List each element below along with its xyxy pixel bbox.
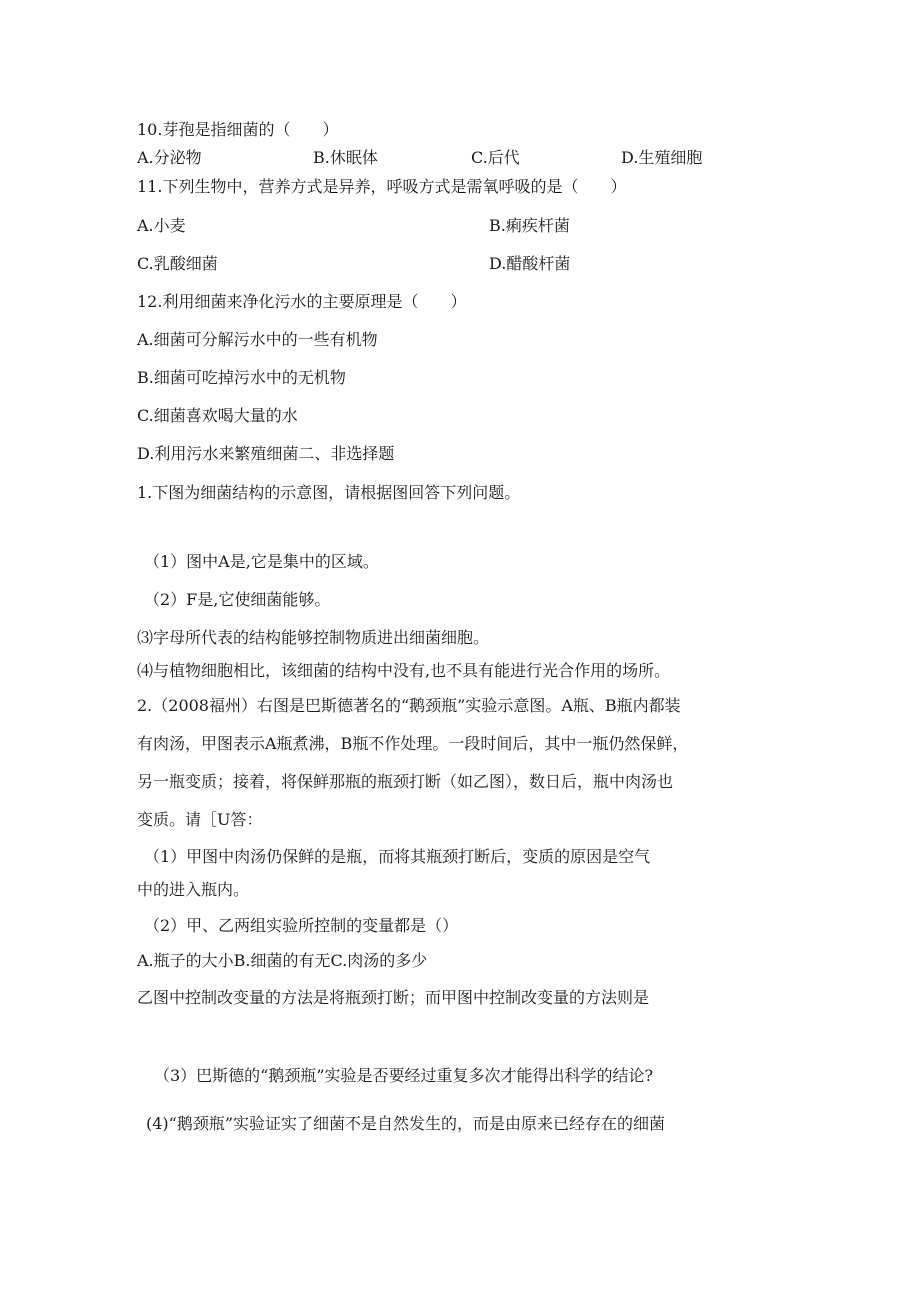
q11-option-a: A.小麦 <box>137 216 186 235</box>
p2-q2-sub2-extra: 乙图中控制改变量的方法是将瓶颈打断；而甲图中控制改变量的方法则是 <box>137 988 650 1007</box>
q12-option-d: D.利用污水来繁殖细菌二、非选择题 <box>137 444 395 463</box>
p2-q2-stem-line-2: 有肉汤，甲图表示A瓶煮沸，B瓶不作处理。一段时间后，其中一瓶仍然保鲜， <box>137 734 689 753</box>
p2-q2-sub1-line-2: 中的进入瓶内。 <box>137 880 250 899</box>
q10-option-d: D.生殖细胞 <box>621 148 703 167</box>
q12-stem: 12.利用细菌来净化污水的主要原理是（ ） <box>137 292 467 311</box>
p2-q2-sub4: (4)“鹅颈瓶”实验证实了细菌不是自然发生的，而是由原来已经存在的细菌 <box>146 1114 666 1133</box>
p2-q2-sub1-line-1: （1）甲图中肉汤仍保鲜的是瓶，而将其瓶颈打断后，变质的原因是空气 <box>144 847 651 866</box>
q11-option-b: B.痢疾杆菌 <box>489 216 570 235</box>
q10-option-a: A.分泌物 <box>137 148 202 167</box>
q11-stem: 11.下列生物中，营养方式是异养，呼吸方式是需氧呼吸的是（ ） <box>137 177 627 196</box>
p2-q1-sub2: （2）F是,它使细菌能够。 <box>144 590 331 609</box>
q10-option-c: C.后代 <box>471 148 520 167</box>
p2-q1-sub4: ⑷与植物细胞相比，该细菌的结构中没有,也不具有能进行光合作用的场所。 <box>137 661 671 680</box>
p2-q1-stem: 1.下图为细菌结构的示意图，请根据图回答下列问题。 <box>137 483 521 502</box>
q12-option-b: B.细菌可吃掉污水中的无机物 <box>137 368 346 387</box>
p2-q1-sub1: （1）图中A是,它是集中的区域。 <box>144 552 379 571</box>
p2-q2-sub2-options: A.瓶子的大小B.细菌的有无C.肉汤的多少 <box>137 951 428 970</box>
p2-q2-stem-line-4: 变质。请［U答： <box>137 810 263 829</box>
p2-q2-sub3: （3）巴斯德的“鹅颈瓶”实验是否要经过重复多次才能得出科学的结论? <box>154 1066 654 1085</box>
p2-q2-stem-line-1: 2.（2008福州）右图是巴斯德著名的“鹅颈瓶”实验示意图。A瓶、B瓶内都装 <box>137 696 681 715</box>
q10-option-b: B.休眠体 <box>313 148 378 167</box>
q11-option-c: C.乳酸细菌 <box>137 254 218 273</box>
p2-q2-sub2: （2）甲、乙两组实验所控制的变量都是（） <box>144 916 459 935</box>
q11-option-d: D.醋酸杆菌 <box>489 254 571 273</box>
q10-stem: 10.芽孢是指细菌的（ ） <box>137 120 339 139</box>
q12-option-a: A.细菌可分解污水中的一些有机物 <box>137 330 378 349</box>
q12-option-c: C.细菌喜欢喝大量的水 <box>137 406 298 425</box>
p2-q1-sub3: ⑶字母所代表的结构能够控制物质进出细菌细胞。 <box>137 628 490 647</box>
p2-q2-stem-line-3: 另一瓶变质；接着，将保鲜那瓶的瓶颈打断（如乙图），数日后，瓶中肉汤也 <box>137 772 674 791</box>
